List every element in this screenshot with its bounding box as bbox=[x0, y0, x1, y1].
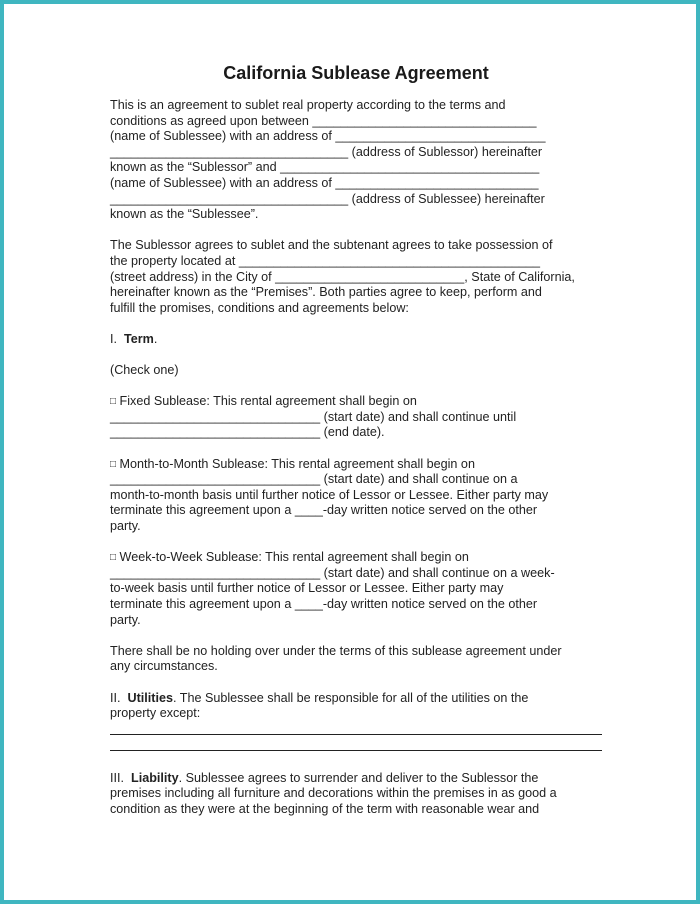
liability-line: condition as they were at the beginning of the term with reasonable wear and bbox=[110, 801, 540, 816]
document-title: California Sublease Agreement bbox=[223, 63, 489, 83]
intro-line: __________________________________ (address of Sublessee) hereinafter bbox=[110, 191, 545, 206]
holding-over-line: There shall be no holding over under the terms of this sublease agreement under bbox=[110, 643, 562, 658]
fixed-sublease-line: ______________________________ (end date). bbox=[110, 425, 385, 440]
month-to-month-line: ______________________________ (start date) and shall continue on a bbox=[110, 472, 518, 487]
liability-label: Liability bbox=[131, 770, 179, 785]
utilities-text: . The Sublessee shall be responsible for all of the utilities on the bbox=[173, 690, 529, 705]
premises-line: hereinafter known as the “Premises”. Both parties agree to keep, perform and bbox=[110, 285, 542, 300]
week-to-week-line: ______________________________ (start date) and shall continue on a week- bbox=[110, 565, 555, 580]
intro-line: known as the “Sublessee”. bbox=[110, 207, 259, 222]
week-to-week-text: Week-to-Week Sublease: This rental agreement shall begin on bbox=[119, 550, 469, 565]
utilities-blank-line[interactable] bbox=[110, 738, 602, 751]
term-heading: I. Term. bbox=[110, 331, 158, 346]
document-page bbox=[4, 4, 696, 900]
month-to-month-line: month-to-month basis until further notice of Lessor or Lessee. Either party may bbox=[110, 487, 549, 502]
premises-line: The Sublessor agrees to sublet and the subtenant agrees to take possession of bbox=[110, 238, 553, 253]
fixed-sublease-text: Fixed Sublease: This rental agreement shall begin on bbox=[119, 394, 417, 409]
check-one-note: (Check one) bbox=[110, 363, 179, 378]
premises-line: the property located at ___________________________________________ bbox=[110, 253, 540, 268]
liability-text: . Sublessee agrees to surrender and deliver to the Sublessor the bbox=[178, 770, 539, 785]
term-label: Term bbox=[124, 331, 154, 346]
premises-paragraph bbox=[110, 238, 602, 316]
week-to-week-line: to-week basis until further notice of Lessor or Lessee. Either party may bbox=[110, 581, 504, 596]
fixed-sublease-checkbox[interactable]: □ bbox=[110, 396, 117, 408]
utilities-section: II. Utilities. The Sublessee shall be responsible for all of the utilities on the property except: bbox=[110, 691, 602, 752]
intro-line: conditions as agreed upon between ________________________________ bbox=[110, 113, 537, 128]
holding-over-paragraph bbox=[110, 644, 602, 675]
premises-line: fulfill the promises, conditions and agreements below: bbox=[110, 300, 409, 315]
holding-over-line: any circumstances. bbox=[110, 659, 218, 674]
premises-line: (street address) in the City of ___________________________, State of California, bbox=[110, 269, 575, 284]
liability-section: III. Liability. Sublessee agrees to surrender and deliver to the Sublessor the premises including all furniture and decorations within the premises in as good a condition as they were at the beginning of the term with reasonable wear and bbox=[110, 771, 602, 818]
week-to-week-line: party. bbox=[110, 612, 141, 627]
intro-line: (name of Sublessee) with an address of _____________________________ bbox=[110, 175, 539, 190]
month-to-month-line: terminate this agreement upon a ____-day written notice served on the other bbox=[110, 503, 538, 518]
document-body bbox=[110, 62, 602, 817]
month-to-month-text: Month-to-Month Sublease: This rental agreement shall begin on bbox=[119, 456, 475, 471]
fixed-sublease-option bbox=[110, 394, 602, 441]
month-to-month-option bbox=[110, 457, 602, 535]
utilities-label: Utilities bbox=[127, 690, 173, 705]
utilities-blank-line[interactable] bbox=[110, 722, 602, 735]
week-to-week-line: terminate this agreement upon a ____-day written notice served on the other bbox=[110, 597, 538, 611]
intro-line: known as the “Sublessor” and _____________________________________ bbox=[110, 160, 540, 175]
month-to-month-line: party. bbox=[110, 519, 141, 534]
week-to-week-checkbox[interactable]: □ bbox=[110, 552, 117, 564]
liability-line: premises including all furniture and decorations within the premises in as good a bbox=[110, 786, 557, 801]
fixed-sublease-line: ______________________________ (start date) and shall continue until bbox=[110, 409, 517, 424]
intro-line: __________________________________ (address of Sublessor) hereinafter bbox=[110, 144, 543, 159]
utilities-line: property except: bbox=[110, 706, 201, 721]
week-to-week-option bbox=[110, 550, 602, 628]
intro-paragraph bbox=[110, 98, 602, 223]
month-to-month-checkbox[interactable]: □ bbox=[110, 458, 117, 470]
intro-line: (name of Sublessee) with an address of ______________________________ bbox=[110, 129, 546, 144]
intro-line: This is an agreement to sublet real property according to the terms and bbox=[110, 98, 506, 112]
